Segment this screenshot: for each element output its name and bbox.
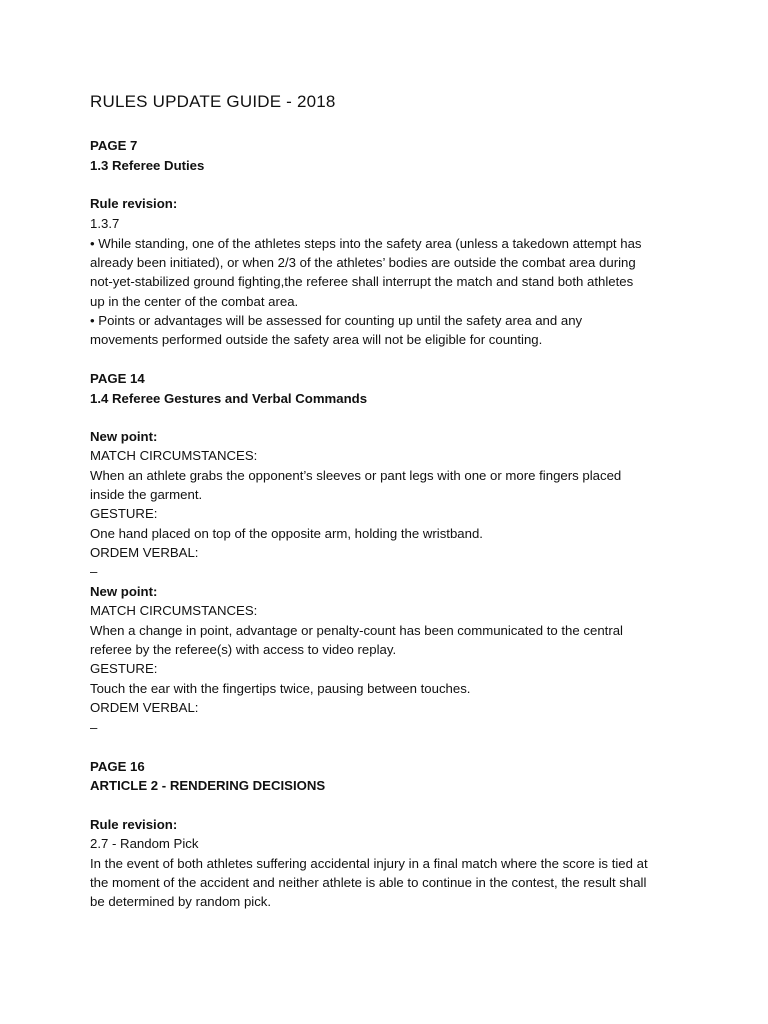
dash-line: –: [90, 720, 98, 735]
body-line: Touch the ear with the fingertips twice, pausing between touches.: [90, 681, 471, 696]
new-point-label: New point:: [90, 584, 158, 599]
body-line: already been initiated), or when 2/3 of the athletes’ bodies are outside the combat area during: [90, 255, 636, 270]
body-line: When a change in point, advantage or penalty-count has been communicated to the central: [90, 623, 623, 638]
new-point-label: New point:: [90, 429, 158, 444]
body-line: • Points or advantages will be assessed for counting up until the safety area and any: [90, 313, 583, 328]
section-page-16: PAGE 16: [90, 759, 145, 774]
rule-revision-label: Rule revision:: [90, 817, 178, 832]
body-line: movements performed outside the safety area will not be eligible for counting.: [90, 332, 543, 347]
section-heading-rendering-decisions: ARTICLE 2 - RENDERING DECISIONS: [90, 778, 326, 793]
body-line: up in the center of the combat area.: [90, 294, 299, 309]
ordem-verbal-label: ORDEM VERBAL:: [90, 545, 199, 560]
body-line: inside the garment.: [90, 487, 203, 502]
ordem-verbal-label: ORDEM VERBAL:: [90, 700, 199, 715]
section-page-7: PAGE 7: [90, 138, 138, 153]
section-heading-referee-duties: 1.3 Referee Duties: [90, 158, 205, 173]
body-line: be determined by random pick.: [90, 894, 272, 909]
section-heading-referee-gestures: 1.4 Referee Gestures and Verbal Commands: [90, 391, 368, 406]
match-circumstances-label: MATCH CIRCUMSTANCES:: [90, 448, 258, 463]
rule-revision-label: Rule revision:: [90, 196, 178, 211]
body-line: not-yet-stabilized ground fighting,the referee shall interrupt the match and stand both athletes: [90, 274, 634, 289]
body-line: referee by the referee(s) with access to video replay.: [90, 642, 397, 657]
section-page-14: PAGE 14: [90, 371, 145, 386]
gesture-label: GESTURE:: [90, 661, 158, 676]
body-line: the moment of the accident and neither athlete is able to continue in the contest, the result shall: [90, 875, 647, 890]
document-title: RULES UPDATE GUIDE - 2018: [90, 92, 336, 111]
body-line: • While standing, one of the athletes steps into the safety area (unless a takedown attempt has: [90, 236, 642, 251]
body-line: When an athlete grabs the opponent’s sleeves or pant legs with one or more fingers placed: [90, 468, 622, 483]
body-line: One hand placed on top of the opposite arm, holding the wristband.: [90, 526, 483, 541]
match-circumstances-label: MATCH CIRCUMSTANCES:: [90, 603, 258, 618]
gesture-label: GESTURE:: [90, 506, 158, 521]
rule-number: 2.7 - Random Pick: [90, 836, 199, 851]
body-line: In the event of both athletes suffering accidental injury in a final match where the score is tied at: [90, 856, 648, 871]
rule-number: 1.3.7: [90, 216, 120, 231]
dash-line: –: [90, 564, 98, 579]
